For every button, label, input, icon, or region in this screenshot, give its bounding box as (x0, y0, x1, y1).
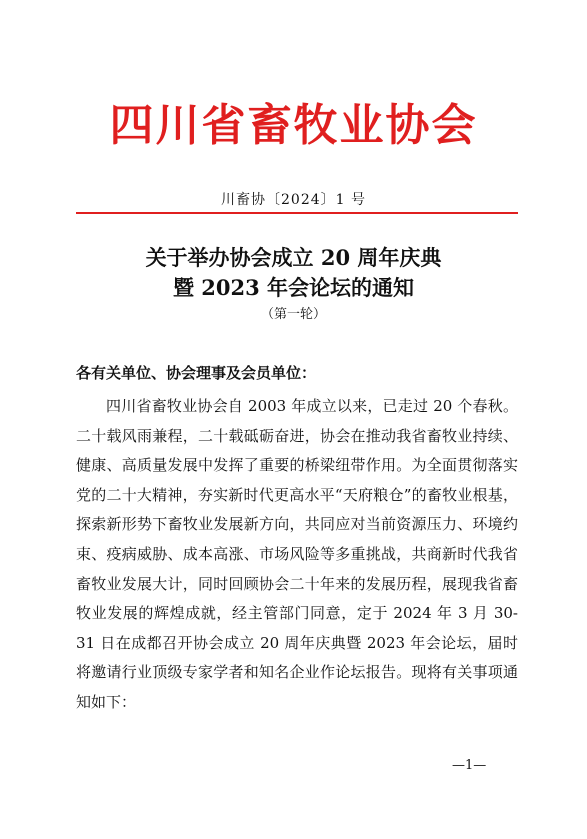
red-divider-line (76, 212, 518, 214)
document-number: 川畜协〔2024〕1 号 (221, 192, 366, 208)
notice-title-line-1: 关于举办协会成立 20 周年庆典 (145, 245, 442, 270)
salutation: 各有关单位、协会理事及会员单位： (76, 364, 317, 382)
round-note: （第一轮） (260, 307, 326, 322)
page-number: —1— (452, 758, 487, 773)
body-paragraph: 四川省畜牧业协会自 2003 年成立以来，已走过 20 个春秋。二十载风雨兼程，二十载砥砺奋进，协会在推动我省畜牧业持续、健康、高质量发展中发挥了重要的桥梁纽带作用。为全面贯彻落实党的二十大精神，夯实新时代更高水平“天府粮仓”的畜牧业根基，探索新形势下畜牧业发展新方向，共同应对当前资源压力、环境约束、疫病威胁、成本高涨、市场风险等多重挑战，共商新时代我省畜牧业发展大计，同时回顾协会二十年来的发展历程，展现我省畜牧业发展的辉煌成就，经主管部门同意，定于 2024 年 3 月 30-31 日在成都召开协会成立 20 周年庆典暨 2023 年会论坛，届时将邀请行业顶级专家学者和知名企业作论坛报告。现将有关事项通知如下： (76, 397, 518, 711)
notice-title-line-2: 暨 2023 年会论坛的通知 (172, 275, 415, 300)
organization-header: 四川省畜牧业协会 (109, 100, 478, 151)
